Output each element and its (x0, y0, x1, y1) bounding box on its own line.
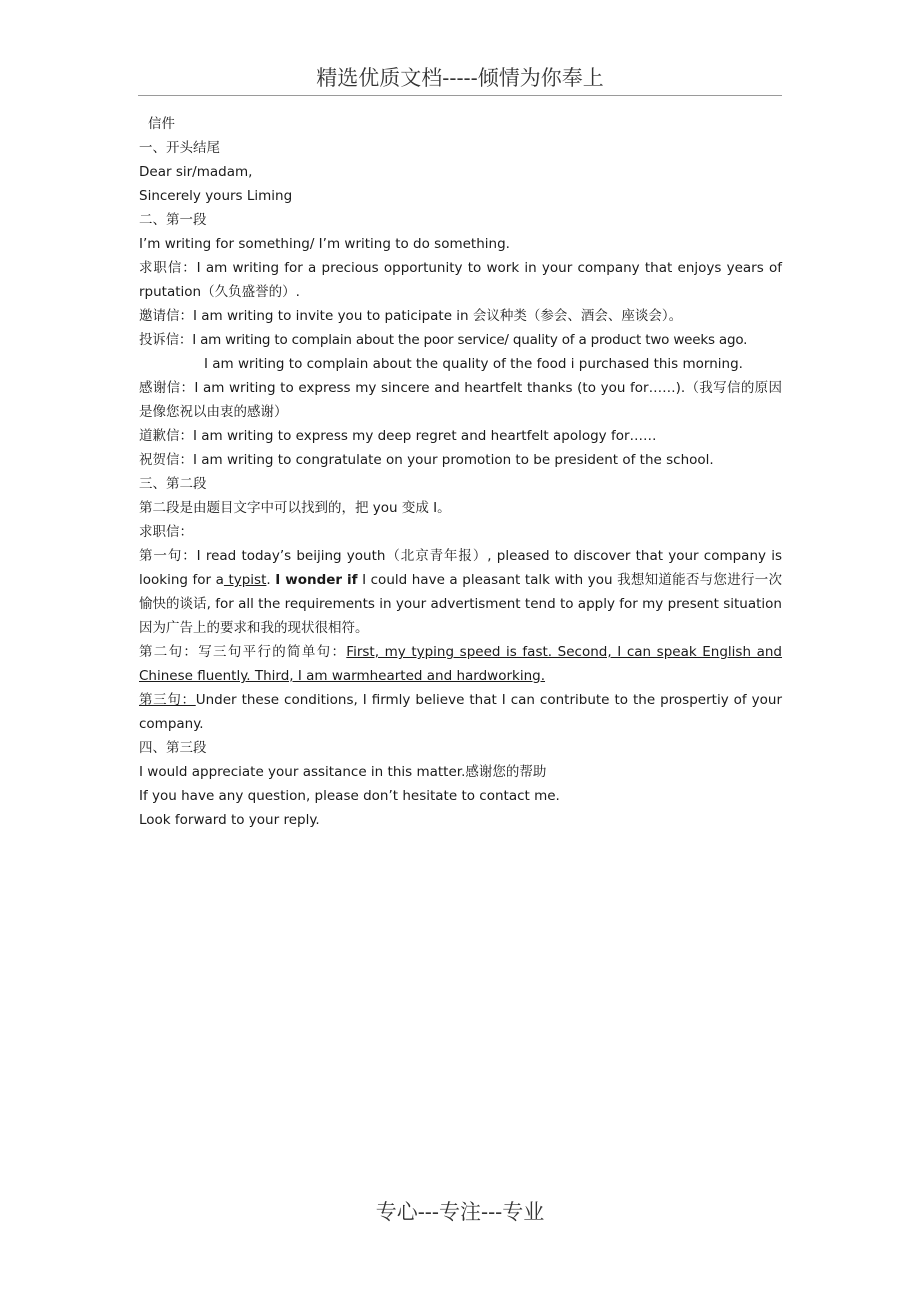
section-heading: 三、第二段 (139, 476, 207, 492)
sentence-1-dot: . (266, 572, 276, 588)
doc-title: 信件 (148, 116, 175, 132)
greeting-line: Dear sir/madam, (139, 164, 253, 180)
typist-word: typist (223, 572, 267, 588)
sentence-3-paragraph (139, 688, 782, 736)
closing-line-2: If you have any question, please don’t hesitate to contact me. (139, 788, 560, 804)
subheading: 求职信： (139, 524, 193, 540)
sentence-2-label: 第二句：写三句平行的简单句： (139, 644, 347, 660)
closing-line-3: Look forward to your reply. (139, 812, 320, 828)
document-body (139, 112, 782, 832)
complaint-letter-line: 投诉信：I am writing to complain about the poor service/ quality of a product two weeks ago. (139, 332, 748, 348)
sentence-2-paragraph (139, 640, 782, 688)
page-footer: 专心---专注---专业 (375, 1200, 545, 1224)
job-letter-line: 求职信：I am writing for a precious opportunity to work in your company that enjoys years of rputation（久负盛誉的）. (139, 260, 782, 300)
invite-letter-line: 邀请信：I am writing to invite you to paticipate in 会议种类（参会、酒会、座谈会）。 (139, 308, 683, 324)
section-note: 第二段是由题目文字中可以找到的，把 you 变成 I。 (139, 500, 451, 516)
intro-line: I’m writing for something/ I’m writing to do something. (139, 236, 510, 252)
complaint-letter-line-2: I am writing to complain about the quality of the food i purchased this morning. (204, 356, 743, 372)
section-heading: 四、第三段 (139, 740, 207, 756)
closing-line-1: I would appreciate your assitance in this matter.感谢您的帮助 (139, 764, 547, 780)
sentence-1-paragraph (139, 544, 782, 640)
sentence-3-label: 第三句： (139, 692, 196, 708)
sentence-2-underlined: First, my typing speed is fast. Second, I can speak English and Chinese fluently. Third, I am warmhearted and hardworking. (139, 644, 783, 684)
sentence-1-text-b: I could have a pleasant talk with you 我想知道能否与您进行一次愉快的谈话, for all the requirements in your advertisment tend to apply for my present situation 因为广告上的要求和我的现状很相符。 (139, 572, 782, 636)
closing-line: Sincerely yours Liming (139, 188, 293, 204)
section-heading: 二、第一段 (139, 212, 207, 228)
congrats-letter-line: 祝贺信：I am writing to congratulate on your promotion to be president of the school. (139, 452, 714, 468)
apology-letter-line: 道歉信：I am writing to express my deep regret and heartfelt apology for…… (139, 428, 657, 444)
page-header: 精选优质文档-----倾情为你奉上 (138, 62, 782, 96)
sentence-3-text: Under these conditions, I firmly believe that I can contribute to the prospertiy of your company. (139, 692, 782, 732)
sentence-1-text-a: 第一句：I read today’s beijing youth（北京青年报）, pleased to discover that your company is looking for a (139, 548, 782, 588)
section-heading: 一、开头结尾 (139, 140, 220, 156)
wonder-if-phrase: I wonder if (275, 572, 358, 588)
thanks-letter-line: 感谢信：I am writing to express my sincere and heartfelt thanks (to you for……).（我写信的原因是像您祝以由衷的感谢） (139, 380, 782, 420)
